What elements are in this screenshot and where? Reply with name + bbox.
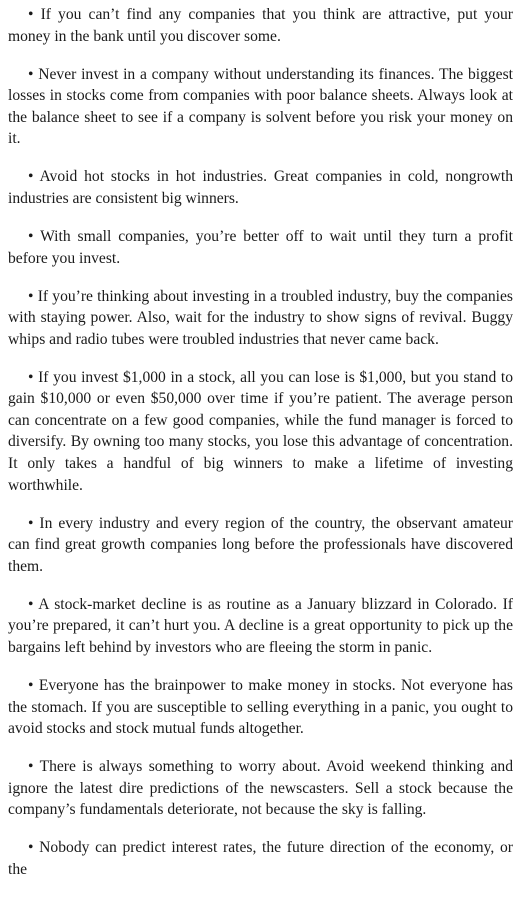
bullet-glyph: •: [28, 65, 34, 83]
bullet-paragraph-2: [8, 64, 513, 150]
bullet-paragraph-11: [8, 837, 513, 880]
paragraph-text: Nobody can predict interest rates, the future direction of the economy, or the: [8, 839, 513, 878]
bullet-paragraph-9: [8, 675, 513, 740]
bullet-paragraph-7: [8, 513, 513, 578]
bullet-glyph: •: [28, 514, 34, 532]
paragraph-text: If you invest $1,000 in a stock, all you can lose is $1,000, but you stand to gain $10,000 or even $50,000 over time if you’re patient. The average person can concentrate on a few good companies, while the fund manager is forced to diversify. By owning too many stocks, you lose this advantage of concentration. It only takes a handful of big winners to make a lifetime of investing worthwhile.: [8, 368, 513, 494]
paragraph-text: If you can’t find any companies that you think are attractive, put your money in the bank until you discover some.: [8, 6, 513, 45]
paragraph-text: With small companies, you’re better off to wait until they turn a profit before you invest.: [8, 227, 513, 267]
paragraph-text: Never invest in a company without understanding its finances. The biggest losses in stocks come from companies with poor balance sheets. Always look at the balance sheet to see if a company is solvent before you risk your money on it.: [8, 65, 513, 148]
bullet-glyph: •: [28, 595, 34, 613]
bullet-paragraph-4: [8, 226, 513, 269]
bullet-glyph: •: [28, 227, 34, 245]
paragraph-text: There is always something to worry about. Avoid weekend thinking and ignore the latest dire predictions of the newscasters. Sell a stock because the company’s fundamentals deteriorate, not because the sky is falling.: [8, 758, 513, 819]
paragraph-text: A stock-market decline is as routine as a January blizzard in Colorado. If you’re prepared, it can’t hurt you. A decline is a great opportunity to pick up the bargains left behind by investors who are fleeing the storm in panic.: [8, 595, 513, 656]
paragraph-text: Everyone has the brainpower to make money in stocks. Not everyone has the stomach. If you are susceptible to selling everything in a panic, you ought to avoid stocks and stock mutual funds altogether.: [8, 676, 513, 738]
bullet-glyph: •: [28, 758, 34, 776]
bullet-glyph: •: [28, 6, 34, 23]
paragraph-text: In every industry and every region of the country, the observant amateur can find great growth companies long before the professionals have discovered them.: [8, 514, 513, 575]
bullet-glyph: •: [28, 168, 34, 186]
bullet-paragraph-3: [8, 166, 513, 209]
paragraph-text: If you’re thinking about investing in a troubled industry, buy the companies with staying power. Also, wait for the industry to show signs of revival. Buggy whips and radio tubes were troubled industries that never came back.: [8, 287, 513, 348]
bullet-paragraph-5: [8, 286, 513, 351]
bullet-paragraph-10: [8, 756, 513, 821]
bullet-paragraph-1: [8, 4, 513, 47]
bullet-glyph: •: [28, 839, 34, 857]
bullet-paragraph-8: [8, 594, 513, 659]
bullet-glyph: •: [28, 368, 34, 386]
document-page: [8, 4, 513, 897]
bullet-glyph: •: [28, 676, 34, 694]
paragraph-text: Avoid hot stocks in hot industries. Great companies in cold, nongrowth industries are consistent big winners.: [8, 168, 513, 207]
bullet-paragraph-6: [8, 367, 513, 497]
bullet-glyph: •: [28, 287, 34, 305]
